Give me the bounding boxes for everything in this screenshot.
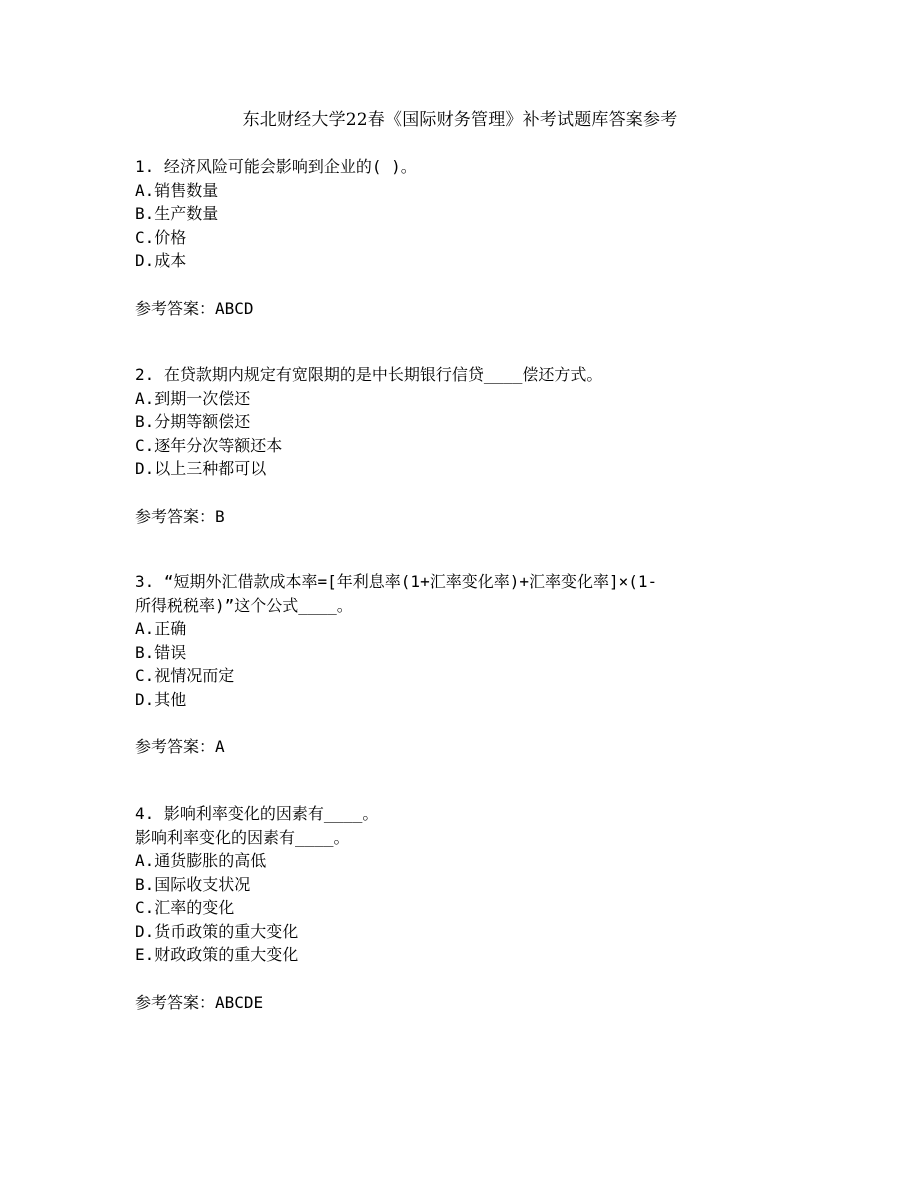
question-2: [135, 363, 735, 528]
option-b: B.国际收支状况: [135, 874, 251, 894]
option-d: D.以上三种都可以: [135, 459, 267, 478]
option-a: A.正确: [135, 619, 187, 638]
reference-answer: 参考答案：B: [135, 506, 225, 526]
option-b: B.生产数量: [135, 204, 219, 223]
option-d: D.货币政策的重大变化: [135, 921, 299, 941]
option-e: E.财政政策的重大变化: [135, 945, 299, 964]
document-title: 东北财经大学22春《国际财务管理》补考试题库答案参考: [242, 110, 678, 130]
reference-answer: 参考答案：A: [135, 737, 225, 756]
question-stem-line-2: 所得税税率)”这个公式____。: [135, 595, 353, 615]
option-a: A.通货膨胀的高低: [135, 851, 267, 870]
question-1: [135, 155, 735, 320]
option-b: B.错误: [135, 642, 187, 662]
question-4: [135, 802, 735, 1014]
reference-answer: 参考答案：ABCDE: [135, 992, 264, 1012]
question-stem-line-1: 3. “短期外汇借款成本率=[年利息率(1+汇率变化率)+汇率变化率]×(1-: [135, 572, 658, 591]
option-a: A.销售数量: [135, 180, 219, 200]
option-d: D.成本: [135, 251, 187, 270]
option-b: B.分期等额偿还: [135, 412, 251, 431]
question-stem: 2. 在贷款期内规定有宽限期的是中长期银行信贷____偿还方式。: [135, 365, 603, 384]
option-c: C.价格: [135, 227, 187, 247]
question-stem-line-2: 影响利率变化的因素有____。: [135, 827, 350, 847]
option-a: A.到期一次偿还: [135, 388, 251, 408]
option-c: C.汇率的变化: [135, 898, 235, 917]
question-3: [135, 570, 735, 759]
option-c: C.视情况而定: [135, 666, 235, 685]
option-d: D.其他: [135, 689, 187, 709]
reference-answer: 参考答案：ABCD: [135, 298, 254, 318]
question-stem: 1. 经济风险可能会影响到企业的( )。: [135, 157, 417, 176]
question-stem-line-1: 4. 影响利率变化的因素有____。: [135, 804, 379, 823]
option-c: C.逐年分次等额还本: [135, 435, 283, 455]
